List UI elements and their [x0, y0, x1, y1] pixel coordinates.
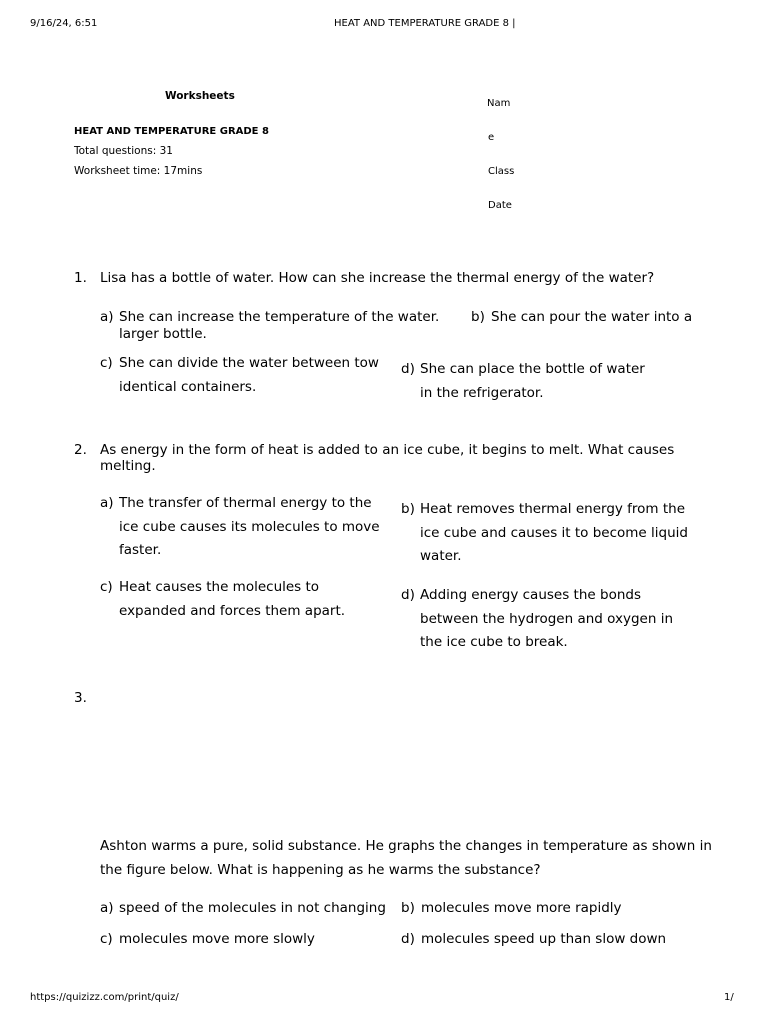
option-label: b) — [471, 309, 485, 325]
question-text-line: the figure below. What is happening as he warms the substance? — [100, 862, 541, 878]
option-text-line: water. — [420, 548, 462, 564]
option-text-line: She can pour the water into a — [491, 309, 693, 325]
option-label: c) — [100, 355, 113, 371]
option-label: d) — [401, 587, 415, 603]
print-page-number: 1/ — [724, 992, 734, 1003]
question-number: 1. — [74, 270, 87, 286]
question-number: 3. — [74, 690, 87, 706]
answer-option-d[interactable] — [401, 358, 701, 406]
answer-option-b[interactable] — [471, 309, 711, 329]
option-text-line: Adding energy causes the bonds — [420, 587, 641, 603]
answer-option-a[interactable] — [100, 897, 395, 921]
question-text — [100, 442, 674, 474]
option-text-line: She can divide the water between tow — [119, 355, 379, 371]
option-text-line: between the hydrogen and oxygen in — [420, 610, 674, 627]
worksheet-time: Worksheet time: 17mins — [74, 165, 203, 177]
option-text-line: ice cube and causes it to become liquid — [420, 524, 688, 541]
question-text-line: Ashton warms a pure, solid substance. He graphs the changes in temperature as shown in — [100, 838, 712, 854]
option-text-line: She can place the bottle of water — [420, 361, 645, 377]
option-label: c) — [100, 579, 113, 595]
option-text-line: molecules speed up than slow down — [421, 931, 667, 947]
name-field-label-continued: e — [488, 132, 495, 143]
answer-option-a[interactable] — [100, 492, 395, 564]
answer-option-c[interactable] — [100, 352, 390, 400]
worksheets-heading: Worksheets — [165, 90, 235, 102]
option-text-line: faster. — [119, 542, 162, 558]
option-label: c) — [100, 931, 113, 947]
print-title: HEAT AND TEMPERATURE GRADE 8 | — [334, 18, 516, 29]
option-label: b) — [401, 900, 415, 916]
option-text-line: larger bottle. — [119, 325, 207, 342]
question-number: 2. — [74, 442, 87, 458]
option-label: a) — [100, 495, 114, 511]
option-text-line: The transfer of thermal energy to the — [119, 495, 372, 511]
print-datetime: 9/16/24, 6:51 — [30, 18, 98, 29]
option-text-line: molecules move more slowly — [119, 931, 315, 947]
print-url: https://quizizz.com/print/quiz/ — [30, 992, 179, 1003]
answer-option-d[interactable] — [401, 928, 701, 952]
answer-option-a[interactable] — [100, 309, 460, 345]
option-label: a) — [100, 309, 114, 325]
option-label: d) — [401, 361, 415, 377]
class-field-label: Class — [488, 166, 515, 177]
option-text-line: in the refrigerator. — [420, 384, 544, 401]
date-field-label: Date — [488, 200, 512, 211]
answer-option-c[interactable] — [100, 928, 395, 952]
question-text: Lisa has a bottle of water. How can she increase the thermal energy of the water? — [100, 270, 655, 286]
question-text — [100, 834, 712, 882]
answer-option-b[interactable] — [401, 498, 721, 570]
question-text-line: melting. — [100, 458, 156, 474]
total-questions: Total questions: 31 — [74, 145, 173, 157]
option-label: b) — [401, 501, 415, 517]
option-text-line: Heat removes thermal energy from the — [420, 501, 686, 517]
option-text-line: Heat causes the molecules to — [119, 579, 320, 595]
option-text-line: ice cube causes its molecules to move — [119, 518, 380, 535]
worksheet-title: HEAT AND TEMPERATURE GRADE 8 — [74, 126, 269, 137]
option-label: d) — [401, 931, 415, 947]
option-text-line: expanded and forces them apart. — [119, 602, 346, 619]
option-text-line: identical containers. — [119, 378, 257, 395]
answer-option-b[interactable] — [401, 897, 701, 921]
name-field-label: Nam — [487, 98, 511, 109]
answer-option-d[interactable] — [401, 584, 701, 656]
option-text-line: molecules move more rapidly — [421, 900, 622, 916]
answer-option-c[interactable] — [100, 576, 395, 624]
question-text-line: As energy in the form of heat is added to an ice cube, it begins to melt. What causes — [100, 442, 675, 458]
option-label: a) — [100, 900, 114, 916]
option-text-line: She can increase the temperature of the water. — [119, 309, 440, 325]
option-text-line: speed of the molecules in not changing — [119, 900, 386, 916]
option-text-line: the ice cube to break. — [420, 634, 568, 650]
